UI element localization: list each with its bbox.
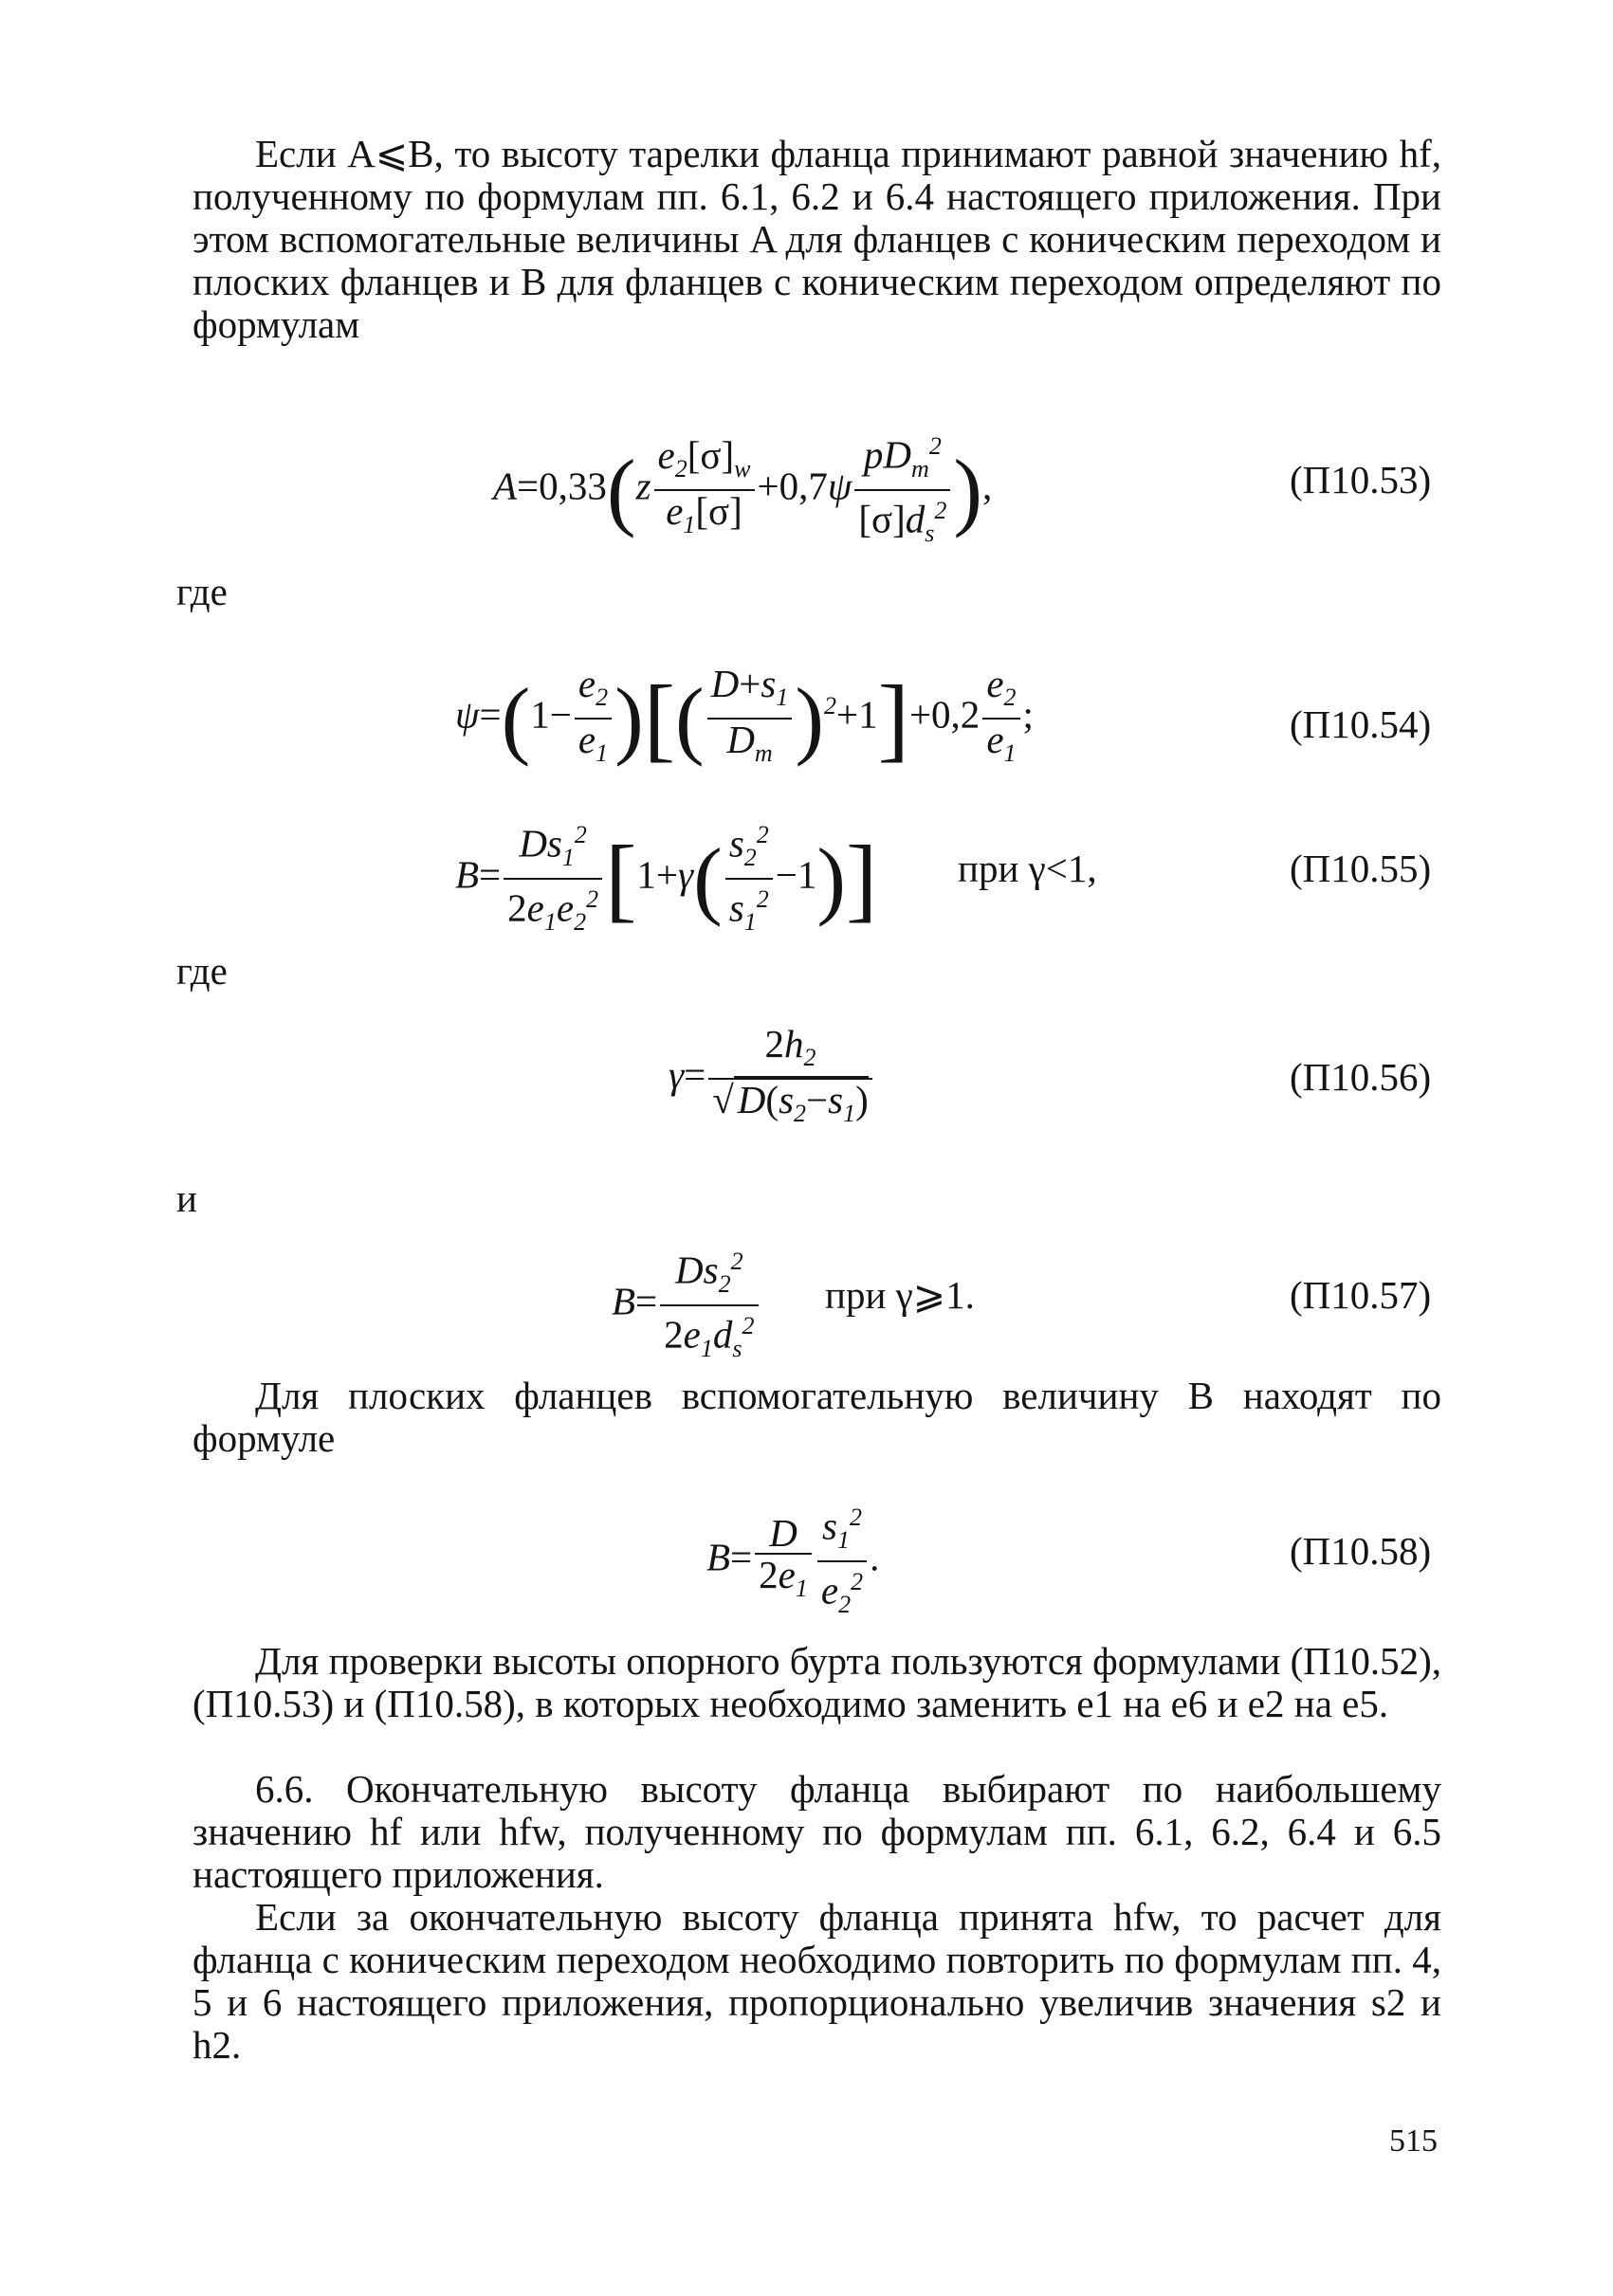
word-where-1: где — [176, 570, 228, 613]
equation-p10-56: γ= $\frac{2h_2}{√D(s_2-s_1)}$ — [669, 1024, 875, 1134]
equation-p10-53: A=0,33(z $\frac{e_2[\sigma]_w}{e_1[\sigma]}$ +0,7ψ $\frac{pD_m^2}{[\sigma]d_s^2}$ ), — [493, 427, 992, 554]
word-where-2: где — [176, 949, 228, 993]
equation-number-54: (П10.54) — [1290, 702, 1432, 746]
equation-number-58: (П10.58) — [1290, 1529, 1432, 1573]
paragraph-1: Если A⩽B, то высоту тарелки фланца принимают равной значению hf, полученному по формулам пп. 6.1, 6.2 и 6.4 настоящего приложения. При этом вспомогательные величины A для фланцев с коническим переходом и плоских фланцев и B для фланцев с коническим переходом определяют по формулам — [192, 132, 1441, 346]
equation-p10-54: ψ=(1− $\frac{e_2}{e_1}$ )[( $\frac{D+s_1}{D_m}$ )$^2$+1]+0,2 $\frac{e_2}{e_1}$ ; — [455, 664, 1034, 774]
paragraph-3: Для проверки высоты опорного бурта пользуются формулами (П10.52), (П10.53) и (П10.58), в которых необходимо заменить e1 на e6 и e2 на e5. — [192, 1639, 1441, 1725]
page-number: 515 — [1389, 2123, 1438, 2159]
word-and: и — [176, 1176, 197, 1220]
condition-55: при γ<1, — [958, 847, 1097, 890]
equation-number-55: (П10.55) — [1290, 847, 1432, 890]
equation-number-57: (П10.57) — [1290, 1273, 1432, 1317]
paragraph-4: 6.6. Окончательную высоту фланца выбирают по наибольшему значению hf или hfw, полученному по формулам пп. 6.1, 6.2, 6.4 и 6.5 настоящего приложения. — [192, 1767, 1441, 1896]
equation-number-56: (П10.56) — [1290, 1055, 1432, 1099]
equation-number-53: (П10.53) — [1290, 458, 1432, 501]
equation-p10-57: B= $\frac{Ds_2^2}{2e_1d_s^2}$ — [612, 1242, 761, 1369]
equation-p10-58: B= $\frac{D}{2e_1}$ $\frac{s_1^2}{e_2^2}$ . — [706, 1498, 879, 1625]
equation-p10-55: B= $\frac{Ds_1^2}{2e_1e_2^2}$ [1+γ( $\frac{s_2^2}{s_1^2}$ −1)] — [455, 815, 877, 942]
paragraph-2: Для плоских фланцев вспомогательную величину B находят по формуле — [192, 1374, 1441, 1460]
paragraph-5: Если за окончательную высоту фланца принята hfw, то расчет для фланца с коническим переходом необходимо повторить по формулам пп. 4, 5 и 6 настоящего приложения, пропорционально увеличив значения s2 и h2. — [192, 1895, 1441, 2067]
condition-57: при γ⩾1. — [825, 1273, 975, 1317]
